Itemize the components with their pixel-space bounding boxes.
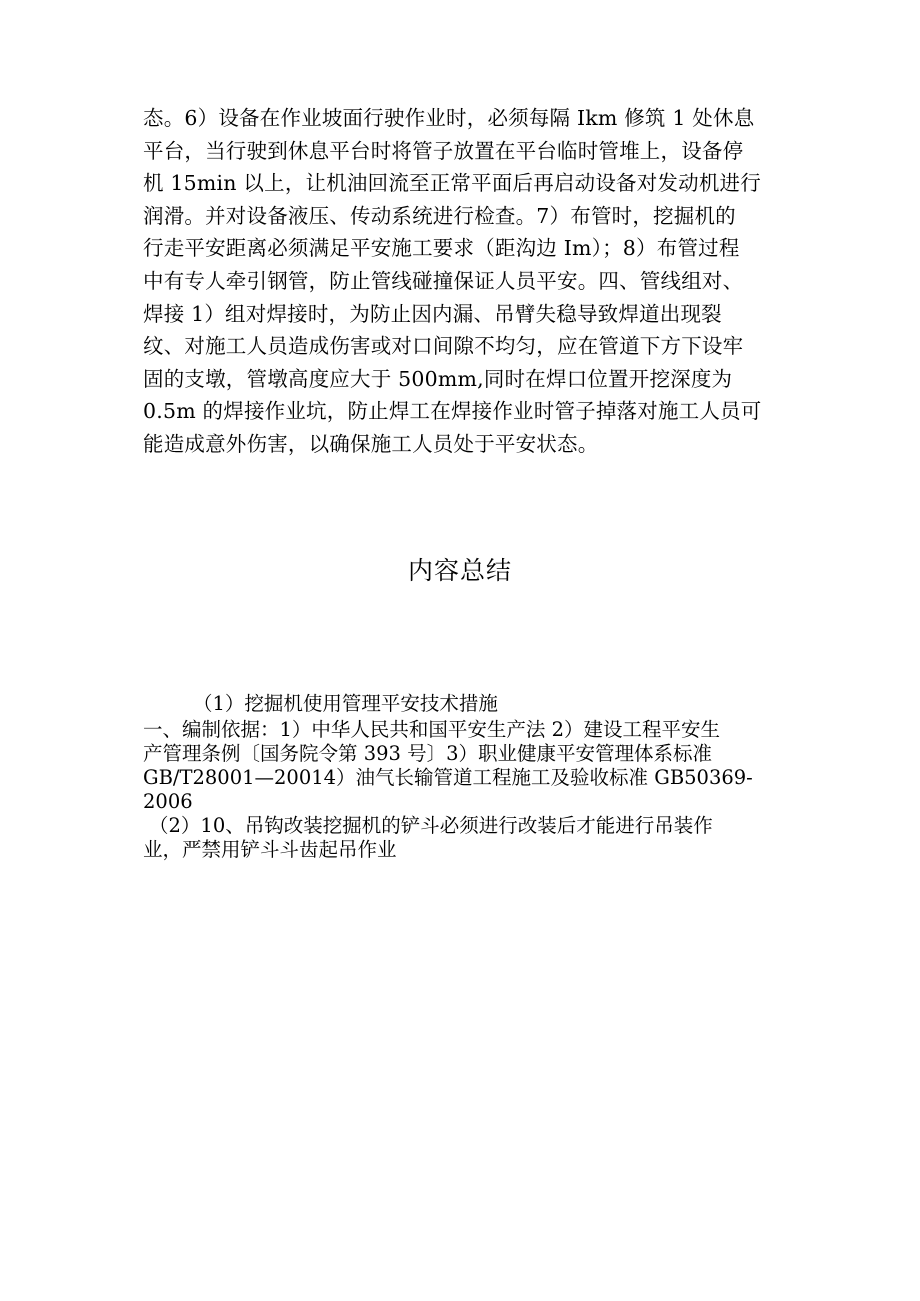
- body-line: 能造成意外伤害，以确保施工人员处于平安状态。: [143, 431, 599, 456]
- summary-item-1-line: 一、编制依据：1）中华人民共和国平安生产法 2）建设工程平安生: [143, 718, 721, 741]
- summary-section: [143, 692, 783, 862]
- summary-item-2-line: 业，严禁用铲斗斗齿起吊作业: [143, 838, 397, 861]
- summary-title: 内容总结: [407, 556, 512, 585]
- summary-item-1-line: 产管理条例〔国务院令第 393 号〕3）职业健康平安管理体系标准: [143, 742, 713, 765]
- body-line: 0.5m 的焊接作业坑，防止焊工在焊接作业时管子掉落对施工人员可: [143, 399, 762, 424]
- body-line: 固的支墩，管墩高度应大于 500mm,同时在焊口位置开挖深度为: [143, 366, 733, 391]
- summary-item-1-heading: （1）挖掘机使用管理平安技术措施: [193, 692, 498, 715]
- summary-item-2-line: （2）10、吊钩改装挖掘机的铲斗必须进行改装后才能进行吊装作: [149, 814, 713, 837]
- body-line: 行走平安距离必须满足平安施工要求（距沟边 Im）；8）布管过程: [143, 236, 740, 261]
- body-line: 态。6）设备在作业坡面行驶作业时，必须每隔 Ikm 修筑 1 处休息: [143, 106, 755, 130]
- body-line: 中有专人牵引钢管，防止管线碰撞保证人员平安。四、管线组对、: [143, 268, 744, 293]
- body-line: 焊接 1）组对焊接时，为防止因内漏、吊臂失稳导致焊道出现裂: [143, 301, 722, 326]
- summary-item-1-line: 2006: [143, 790, 193, 813]
- body-line: 平台，当行驶到休息平台时将管子放置在平台临时管堆上，设备停: [143, 138, 744, 163]
- body-line: 机 15min 以上，让机油回流至正常平面后再启动设备对发动机进行: [143, 171, 761, 196]
- body-text: [143, 102, 783, 461]
- body-line: 纹、对施工人员造成伤害或对口间隙不均匀，应在管道下方下设牢: [143, 334, 744, 359]
- body-line: 润滑。并对设备液压、传动系统进行检查。7）布管时，挖掘机的: [143, 203, 736, 228]
- summary-item-1-line: GB/T28001—20014）油气长输管道工程施工及验收标准 GB50369-: [143, 766, 753, 789]
